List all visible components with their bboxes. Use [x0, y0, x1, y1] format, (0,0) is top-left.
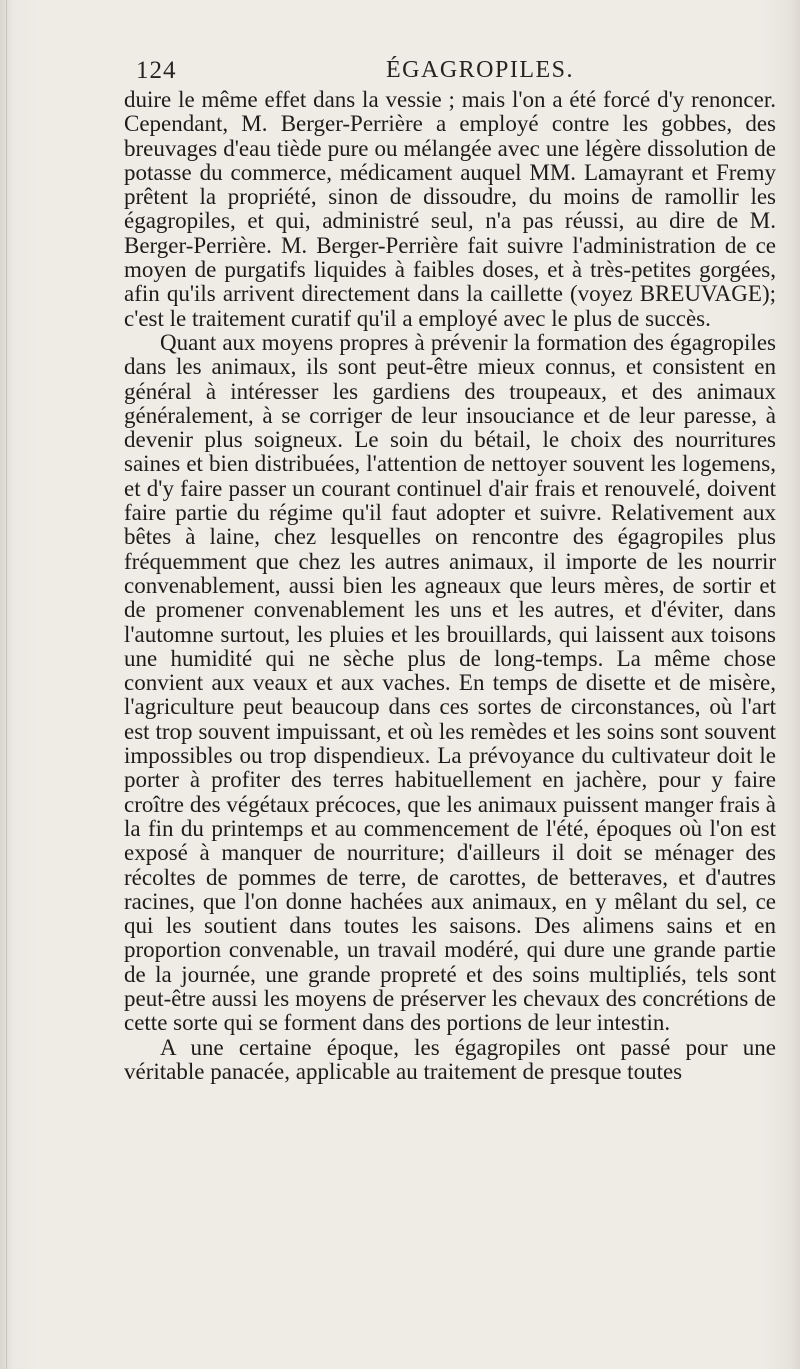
- paragraph-panacea: A une certaine époque, les égagropiles ont passé pour une véritable panacée, applicable au traitement de presque toutes: [124, 1034, 776, 1084]
- page-header: [136, 57, 766, 87]
- page-gutter-edge: [6, 0, 7, 1369]
- page-number: 124: [136, 57, 177, 84]
- paragraph-prevention: Quant aux moyens propres à prévenir la formation des égagropiles dans les animaux, ils sont peut-être mieux connus, et consistent en général à intéresser les gardiens des troupeaux, et des animaux généralement, à se corriger de leur insouciance et de leur paresse, à devenir plus soigneux. Le soin du bétail, le choix des nourritures saines et bien distribuées, l'attention de nettoyer souvent les logemens, et d'y faire passer un courant continuel d'air frais et renouvelé, doivent faire partie du régime qu'il faut adopter et suivre. Relativement aux bêtes à laine, chez lesquelles on rencontre des égagropiles plus fréquemment que chez les autres animaux, il importe de les nourrir convenablement, aussi bien les agneaux que leurs mères, de sortir et de promener convenablement les uns et les autres, et d'éviter, dans l'automne surtout, les pluies et les brouillards, qui laissent aux toisons une humidité qui ne sèche plus de long-temps. La même chose convient aux veaux et aux vaches. En temps de disette et de misère, l'agriculture peut beaucoup dans ces sortes de circonstances, où l'art est trop souvent impuissant, et où les remèdes et les soins sont souvent impossibles ou trop dispendieux. La prévoyance du cultivateur doit le porter à profiter des terres habituellement en jachère, pour y faire croître des végétaux précoces, que les animaux puissent manger frais à la fin du printemps et au commencement de l'été, époques où l'on est exposé à manquer de nourriture; d'ailleurs il doit se ménager des récoltes de pommes de terre, de carottes, de betteraves, et d'autres racines, que l'on donne hachées aux animaux, en y mêlant du sel, ce qui les soutient dans toutes les saisons. Des alimens sains et en proportion convenable, un travail modéré, qui dure une grande partie de la journée, une grande propreté et des soins multipliés, tels sont peut-être aussi les moyens de préserver les chevaux des concrétions de cette sorte qui se forment dans des portions de leur intestin.: [124, 329, 776, 1036]
- running-title: ÉGAGROPILES.: [386, 57, 575, 83]
- body-text: [124, 88, 776, 1084]
- paragraph-continuation: duire le même effet dans la vessie ; mais l'on a été forcé d'y renoncer. Cependant, M. Berger-Perrière a employé contre les gobbes, des breuvages d'eau tiède pure ou mélangée avec une légère dissolution de potasse du commerce, médicament auquel MM. Lamayrant et Fremy prêtent la propriété, sinon de dissoudre, du moins de ramollir les égagropiles, et qui, administré seul, n'a pas réussi, au dire de M. Berger-Perrière. M. Berger-Perrière fait suivre l'administration de ce moyen de purgatifs liquides à faibles doses, et à très-petites gorgées, afin qu'ils arrivent directement dans la caillette (voyez BREUVAGE); c'est le traitement curatif qu'il a employé avec le plus de succès.: [124, 87, 776, 331]
